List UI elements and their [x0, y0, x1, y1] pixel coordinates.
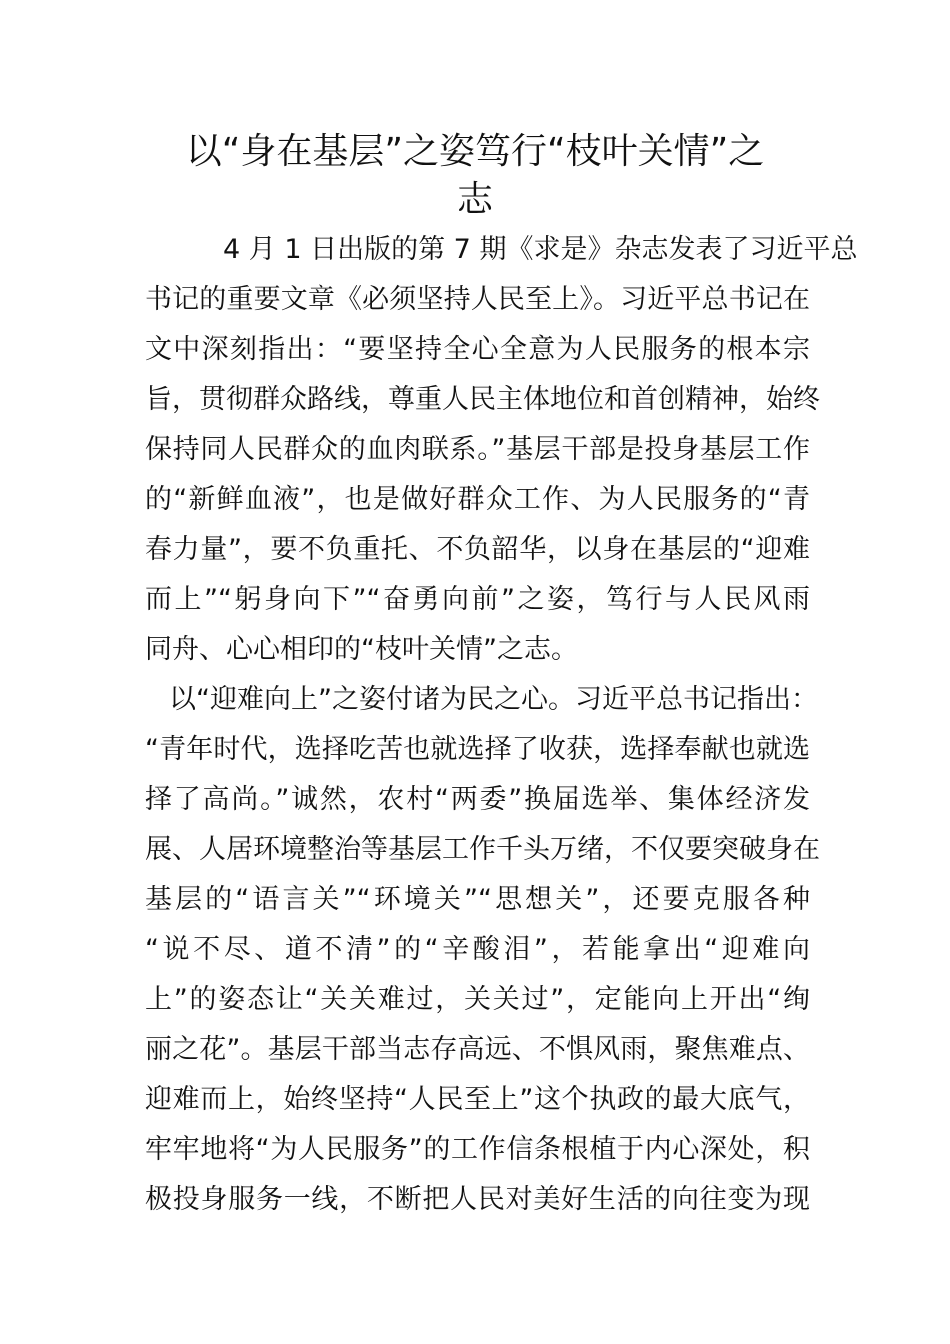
paragraph-2	[145, 675, 820, 1225]
text-line: 书记的重要文章《必须坚持人民至上》。习近平总书记在	[145, 284, 810, 315]
text-line: “说不尽、道不清”的“辛酸泪”，若能拿出“迎难向	[145, 934, 810, 965]
text-line: 而上”“躬身向下”“奋勇向前”之姿，笃行与人民风雨	[145, 584, 810, 615]
text-line: 文中深刻指出：“要坚持全心全意为人民服务的根本宗	[145, 334, 810, 365]
document-title	[140, 128, 810, 224]
text-line: 迎难而上，始终坚持“人民至上”这个执政的最大底气，	[145, 1084, 810, 1115]
text-line: 极投身服务一线，不断把人民对美好生活的向往变为现	[145, 1184, 810, 1215]
text-line: 以“迎难向上”之姿付诸为民之心。习近平总书记指出：	[169, 684, 818, 715]
text-line: 4 月 1 日出版的第 7 期《求是》杂志发表了习近平总	[223, 234, 858, 265]
text-line: 基层的“语言关”“环境关”“思想关”，还要克服各种	[145, 884, 810, 915]
text-line: 同舟、心心相印的“枝叶关情”之志。	[145, 634, 578, 665]
text-line: 择了高尚。”诚然，农村“两委”换届选举、集体经济发	[145, 784, 810, 815]
text-line: 牢牢地将“为人民服务”的工作信条根植于内心深处，积	[145, 1134, 810, 1165]
title-line-2: 志	[456, 179, 493, 220]
text-line: 旨，贯彻群众路线，尊重人民主体地位和首创精神，始终	[145, 384, 820, 415]
text-line: 展、人居环境整治等基层工作千头万绪，不仅要突破身在	[145, 834, 820, 865]
text-line: 丽之花”。基层干部当志存高远、不惧风雨，聚焦难点、	[145, 1034, 810, 1065]
document-body	[145, 225, 858, 1225]
text-line: 春力量”，要不负重托、不负韶华，以身在基层的“迎难	[145, 534, 810, 565]
title-line-1: 以“身在基层”之姿笃行“枝叶关情”之	[185, 131, 765, 172]
text-line: 保持同人民群众的血肉联系。”基层干部是投身基层工作	[145, 434, 810, 465]
text-line: 的“新鲜血液”，也是做好群众工作、为人民服务的“青	[145, 484, 810, 515]
text-line: “青年时代，选择吃苦也就选择了收获，选择奉献也就选	[145, 734, 810, 765]
paragraph-1	[145, 225, 858, 675]
text-line: 上”的姿态让“关关难过，关关过”，定能向上开出“绚	[145, 984, 810, 1015]
